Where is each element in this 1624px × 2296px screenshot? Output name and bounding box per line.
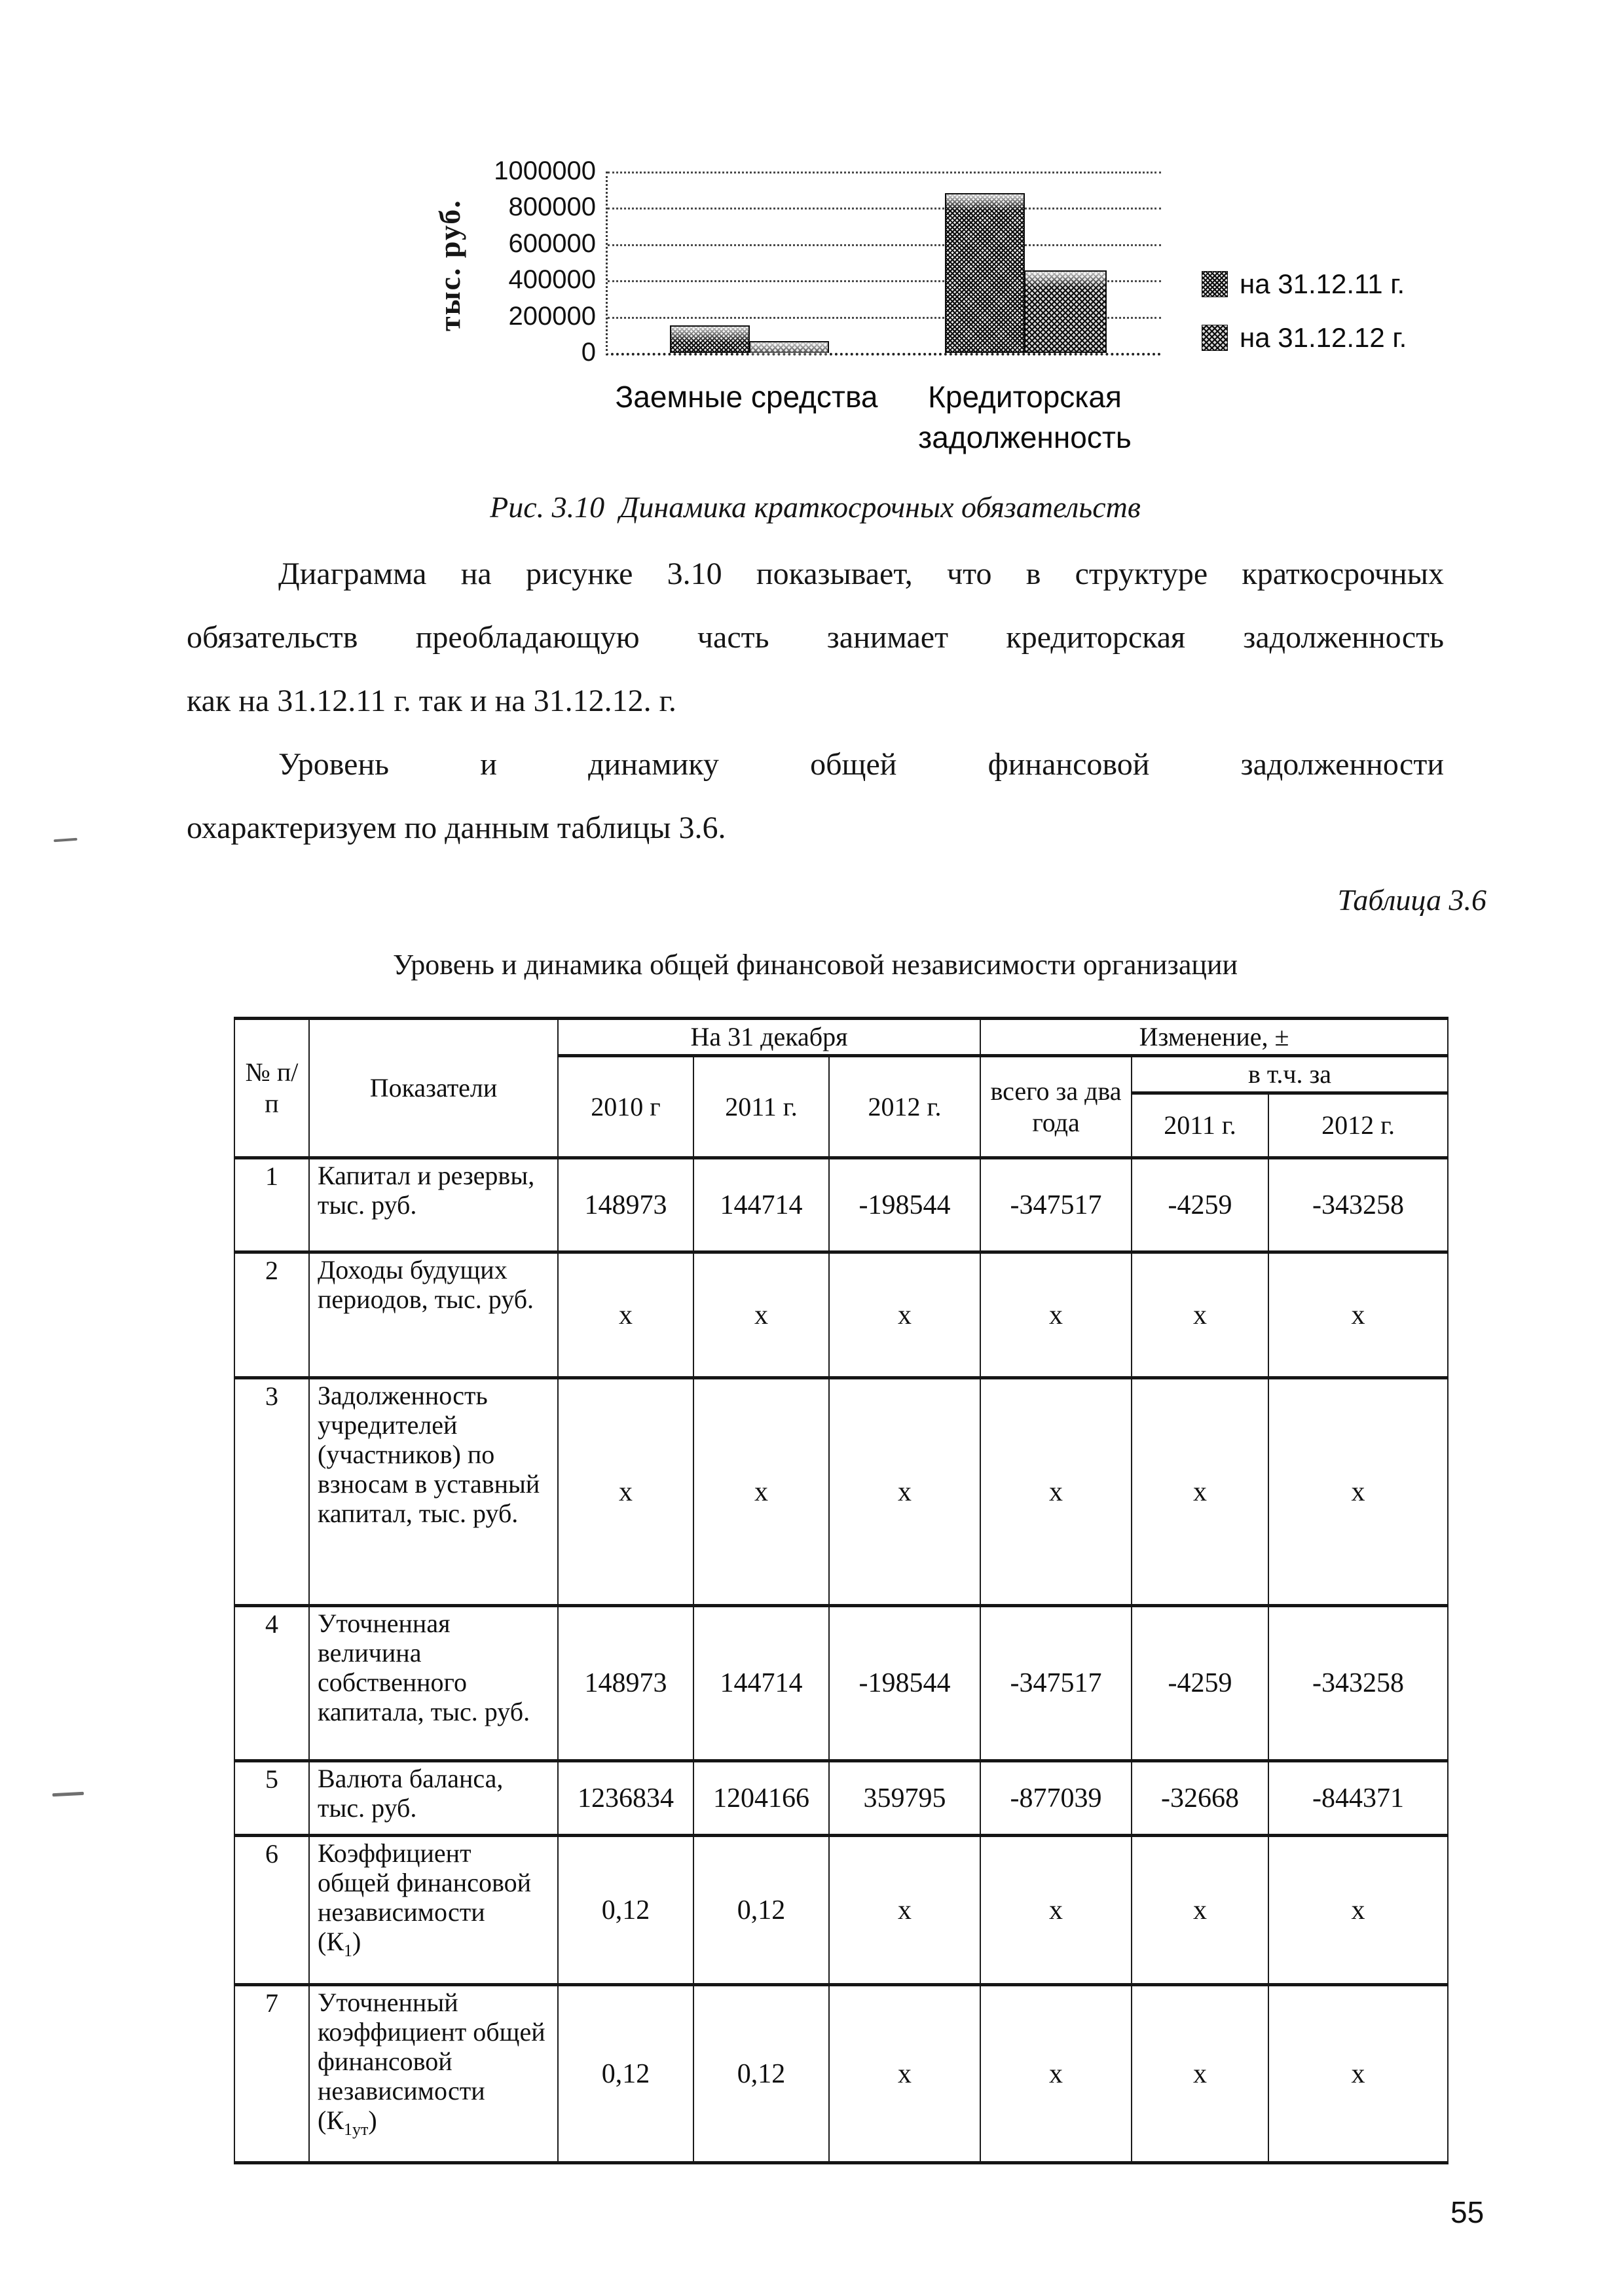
row-number-cell: 3 (234, 1378, 309, 1606)
table-row (234, 1158, 1448, 1252)
value-cell: 0,12 (693, 1985, 829, 2163)
value-cell: х (558, 1378, 693, 1606)
legend-swatch-2011-icon (1202, 271, 1228, 297)
y-tick-label: 800000 (508, 192, 596, 221)
scan-artifact-dash (52, 1792, 84, 1797)
y-axis-title: тыс. руб. (433, 199, 466, 331)
formula-prefix: (К (318, 1927, 344, 1956)
bar-borrowed-funds-2011 (670, 325, 750, 353)
table-row (234, 1985, 1448, 2163)
value-cell: х (1132, 1252, 1268, 1378)
value-cell: -4259 (1132, 1606, 1268, 1761)
table-title: Уровень и динамика общей финансовой независимости организации (392, 949, 1238, 981)
page-number: 55 (1450, 2195, 1485, 2229)
scan-artifact-dash (54, 838, 77, 843)
value-cell: -347517 (980, 1158, 1132, 1252)
formula-suffix: ) (368, 2105, 377, 2135)
value-cell: х (1268, 1985, 1448, 2163)
indicator-text: Капитал и резервы, тыс. руб. (318, 1161, 535, 1220)
header-incl-2011: 2011 г. (1132, 1093, 1268, 1158)
value-cell: -347517 (980, 1606, 1132, 1761)
value-cell: 1236834 (558, 1761, 693, 1836)
header-2010: 2010 г (558, 1056, 693, 1158)
legend-swatch-2012-icon (1202, 325, 1228, 351)
y-tick-label: 200000 (508, 302, 596, 331)
row-number-cell: 1 (234, 1158, 309, 1252)
indicator-text: Уточненный коэффициент общей финансовой независимости (318, 1988, 545, 2105)
indicator-text: Коэффициент общей финансовой независимости (318, 1838, 531, 1927)
value-cell: х (558, 1252, 693, 1378)
row-number-cell: 2 (234, 1252, 309, 1378)
indicator-cell (309, 1761, 558, 1836)
value-cell: х (829, 1252, 980, 1378)
gridline (608, 172, 1161, 173)
value-cell: х (829, 1836, 980, 1985)
value-cell: 144714 (693, 1158, 829, 1252)
bar-accounts-payable-2012 (1024, 270, 1107, 353)
y-tick-label: 400000 (508, 265, 596, 294)
indicator-text: Валюта баланса, тыс. руб. (318, 1764, 504, 1823)
header-2011: 2011 г. (693, 1056, 829, 1158)
table-row (234, 1761, 1448, 1836)
body-text (187, 542, 1444, 860)
value-cell: -343258 (1268, 1158, 1448, 1252)
category-label-borrowed-funds: Заемные средства (615, 380, 878, 414)
value-cell: х (1268, 1378, 1448, 1606)
header-group-as-of-dec-31: На 31 декабря (558, 1019, 980, 1056)
indicator-cell (309, 1985, 558, 2163)
value-cell: х (980, 1252, 1132, 1378)
value-cell: 1204166 (693, 1761, 829, 1836)
header-row-number: № п/п (234, 1019, 309, 1158)
legend-label-2011: на 31.12.11 г. (1240, 268, 1405, 299)
row-number-cell: 6 (234, 1836, 309, 1985)
bar-accounts-payable-2011 (945, 193, 1025, 353)
value-cell: -4259 (1132, 1158, 1268, 1252)
row-number-cell: 5 (234, 1761, 309, 1836)
value-cell: -198544 (829, 1158, 980, 1252)
legend-item-2011 (1202, 268, 1405, 300)
paragraph-line: как на 31.12.11 г. так и на 31.12.12. г. (187, 683, 676, 718)
indicator-cell (309, 1158, 558, 1252)
legend-item-2012 (1202, 322, 1407, 354)
table-row (234, 1836, 1448, 1985)
value-cell: -343258 (1268, 1606, 1448, 1761)
value-cell: 0,12 (693, 1836, 829, 1985)
value-cell: х (693, 1378, 829, 1606)
value-cell: х (829, 1985, 980, 2163)
value-cell: х (1132, 1836, 1268, 1985)
value-cell: х (1268, 1252, 1448, 1378)
paragraph-line: Уровень и динамику общей финансовой задолженности (278, 747, 1444, 782)
coefficient-formula (318, 2105, 549, 2144)
value-cell: х (829, 1378, 980, 1606)
header-group-including: в т.ч. за (1132, 1056, 1448, 1093)
indicator-text: Доходы будущих периодов, тыс. руб. (318, 1255, 534, 1314)
value-cell: 144714 (693, 1606, 829, 1761)
figure-caption: Рис. 3.10 Динамика краткосрочных обязательств (490, 490, 1141, 524)
paragraph-line: обязательств преобладающую часть занимает кредиторская задолженность (187, 620, 1444, 655)
financial-independence-table (234, 1017, 1449, 2164)
header-group-change: Изменение, ± (980, 1019, 1448, 1056)
formula-subscript: 1ут (344, 2120, 369, 2139)
paragraph-line: охарактеризуем по данным таблицы 3.6. (187, 811, 726, 845)
value-cell: -198544 (829, 1606, 980, 1761)
value-cell: х (1268, 1836, 1448, 1985)
row-number-cell: 4 (234, 1606, 309, 1761)
value-cell: х (980, 1836, 1132, 1985)
legend-label-2012: на 31.12.12 г. (1240, 322, 1407, 353)
table-row (234, 1252, 1448, 1378)
value-cell: 359795 (829, 1761, 980, 1836)
value-cell: х (1132, 1985, 1268, 2163)
header-total-two-years: всего за два года (980, 1056, 1132, 1158)
indicator-text: Уточненная величина собственного капитала, тыс. руб. (318, 1609, 530, 1726)
value-cell: -844371 (1268, 1761, 1448, 1836)
paragraph-line: Диаграмма на рисунке 3.10 показывает, что в структуре краткосрочных (278, 556, 1444, 591)
indicator-cell (309, 1378, 558, 1606)
header-incl-2012: 2012 г. (1268, 1093, 1448, 1158)
value-cell: -32668 (1132, 1761, 1268, 1836)
value-cell: 0,12 (558, 1836, 693, 1985)
table-number-label: Таблица 3.6 (1337, 883, 1486, 917)
bar-borrowed-funds-2012 (749, 341, 829, 353)
plot-area (606, 172, 1161, 355)
value-cell: х (1132, 1378, 1268, 1606)
category-label-accounts-payable: Кредиторская задолженность (918, 380, 1132, 454)
value-cell: 148973 (558, 1606, 693, 1761)
indicator-text: Задолженность учредителей (участников) по взносам в уставный капитал, тыс. руб. (318, 1381, 540, 1528)
coefficient-formula (318, 1927, 549, 1965)
header-indicators: Показатели (309, 1019, 558, 1158)
formula-suffix: ) (352, 1927, 361, 1956)
table-row (234, 1606, 1448, 1761)
indicator-cell (309, 1836, 558, 1985)
y-tick-label: 0 (581, 338, 596, 367)
row-number-cell: 7 (234, 1985, 309, 2163)
value-cell: -877039 (980, 1761, 1132, 1836)
y-tick-label: 1000000 (494, 156, 596, 185)
value-cell: х (980, 1378, 1132, 1606)
value-cell: х (693, 1252, 829, 1378)
value-cell: 148973 (558, 1158, 693, 1252)
gridline (608, 208, 1161, 210)
gridline (608, 244, 1161, 246)
formula-prefix: (К (318, 2105, 344, 2135)
y-tick-label: 600000 (508, 229, 596, 258)
table-row (234, 1378, 1448, 1606)
indicator-cell (309, 1252, 558, 1378)
indicator-cell (309, 1606, 558, 1761)
value-cell: х (980, 1985, 1132, 2163)
header-2012: 2012 г. (829, 1056, 980, 1158)
formula-subscript: 1 (344, 1941, 352, 1960)
bar-chart-figure (432, 151, 1467, 471)
value-cell: 0,12 (558, 1985, 693, 2163)
